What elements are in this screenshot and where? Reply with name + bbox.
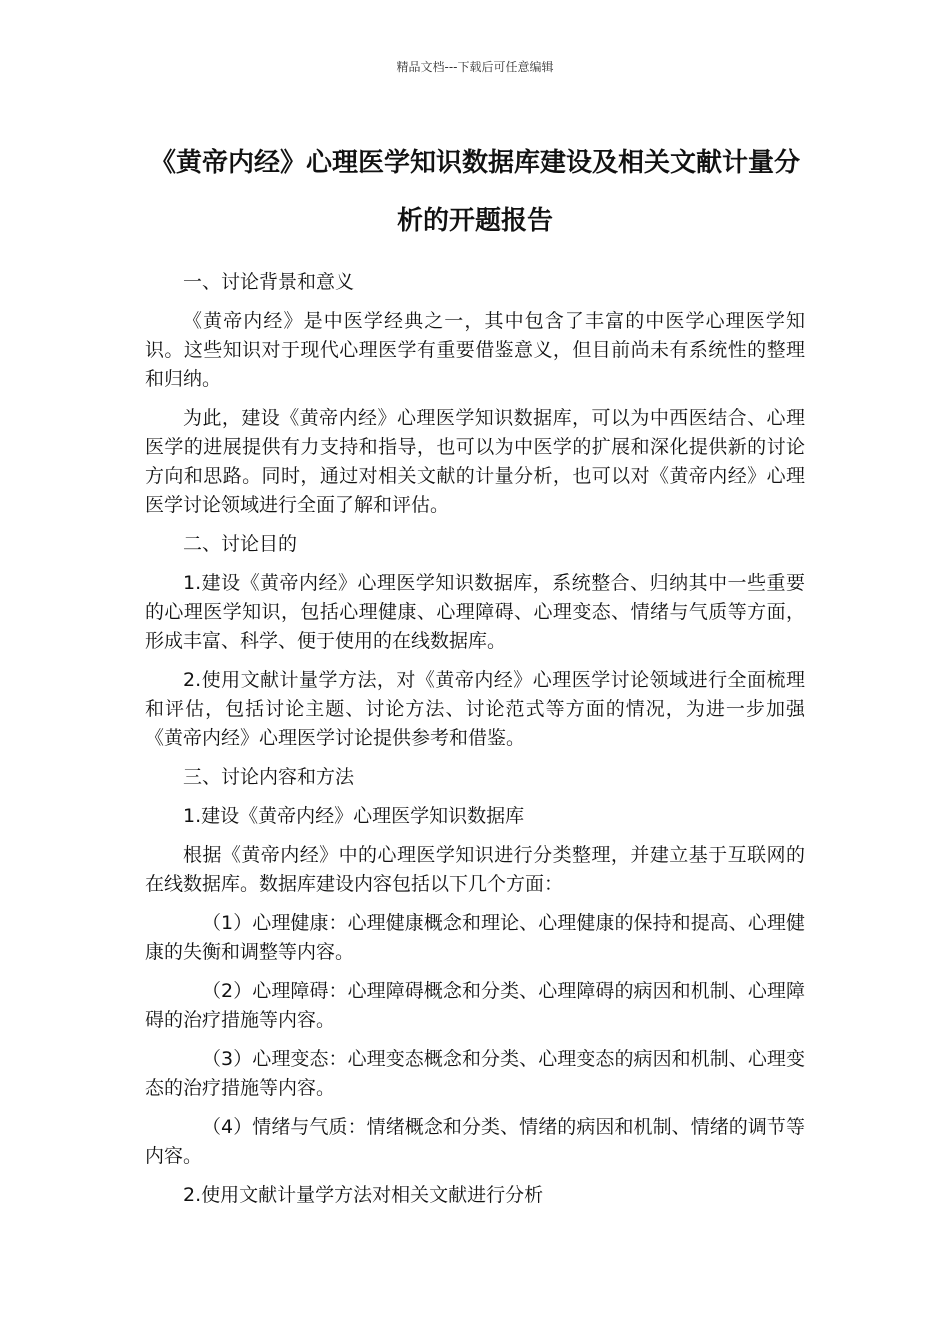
paragraph-database-intro: 根据《黄帝内经》中的心理医学知识进行分类整理，并建立基于互联网的在线数据库。数据库建设内容包括以下几个方面： (145, 844, 805, 895)
section-heading-content-method: 三、讨论内容和方法 (183, 766, 355, 788)
paragraph-background-1: 《黄帝内经》是中医学经典之一，其中包含了丰富的中医学心理医学知识。这些知识对于现代心理医学有重要借鉴意义，但目前尚未有系统性的整理和归纳。 (145, 310, 805, 390)
document-body (145, 268, 805, 1220)
list-item-mental-health: （1）心理健康：心理健康概念和理论、心理健康的保持和提高、心理健康的失衡和调整等内容。 (145, 912, 805, 963)
section-heading-background: 一、讨论背景和意义 (183, 271, 355, 293)
list-item-emotion-temperament: （4）情绪与气质：情绪概念和分类、情绪的病因和机制、情绪的调节等内容。 (145, 1116, 805, 1167)
document-title: 《黄帝内经》心理医学知识数据库建设及相关文献计量分析的开题报告 (149, 148, 800, 236)
list-item-abnormal-psychology: （3）心理变态：心理变态概念和分类、心理变态的病因和机制、心理变态的治疗措施等内容。 (145, 1048, 805, 1099)
paragraph-purpose-1: 1.建设《黄帝内经》心理医学知识数据库，系统整合、归纳其中一些重要的心理医学知识，包括心理健康、心理障碍、心理变态、情绪与气质等方面，形成丰富、科学、便于使用的在线数据库。 (145, 572, 805, 652)
subheading-bibliometrics: 2.使用文献计量学方法对相关文献进行分析 (183, 1184, 544, 1206)
list-item-mental-disorder: （2）心理障碍：心理障碍概念和分类、心理障碍的病因和机制、心理障碍的治疗措施等内容。 (145, 980, 805, 1031)
section-heading-purpose: 二、讨论目的 (183, 533, 298, 555)
subheading-database: 1.建设《黄帝内经》心理医学知识数据库 (183, 805, 525, 827)
paragraph-background-2: 为此，建设《黄帝内经》心理医学知识数据库，可以为中西医结合、心理医学的进展提供有力支持和指导，也可以为中医学的扩展和深化提供新的讨论方向和思路。同时，通过对相关文献的计量分析，也可以对《黄帝内经》心理医学讨论领域进行全面了解和评估。 (145, 407, 805, 516)
header-note: 精品文档---下载后可任意编辑 (396, 60, 554, 74)
paragraph-purpose-2: 2.使用文献计量学方法，对《黄帝内经》心理医学讨论领域进行全面梳理和评估，包括讨论主题、讨论方法、讨论范式等方面的情况，为进一步加强《黄帝内经》心理医学讨论提供参考和借鉴。 (145, 669, 805, 749)
